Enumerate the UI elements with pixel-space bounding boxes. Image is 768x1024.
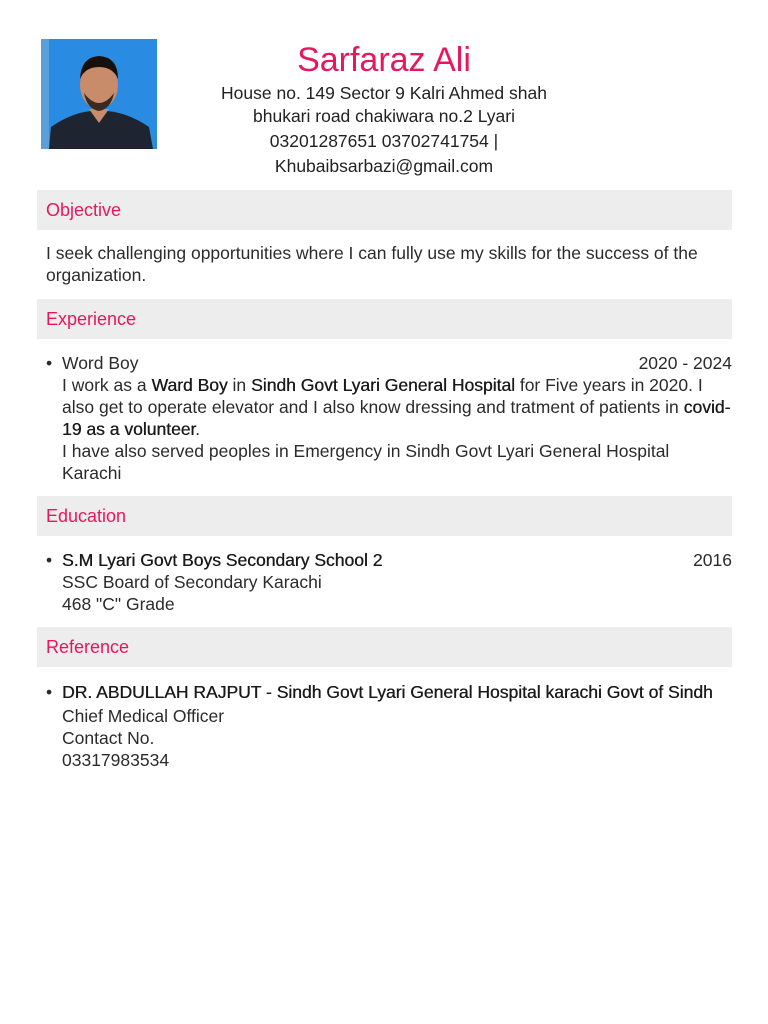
bullet: • bbox=[46, 353, 53, 373]
address-line-2: bhukari road chakiwara no.2 Lyari bbox=[253, 106, 515, 126]
bullet: • bbox=[46, 550, 53, 570]
education-board: SSC Board of Secondary Karachi bbox=[62, 572, 322, 592]
phone-numbers: 03201287651 03702741754 | bbox=[269, 131, 499, 151]
reference-position: Chief Medical Officer bbox=[62, 706, 225, 726]
experience-dates: 2020 - 2024 bbox=[638, 353, 732, 373]
objective-title: Objective bbox=[46, 200, 122, 220]
email-address: Khubaibsarbazi@gmail.com bbox=[274, 156, 494, 176]
candidate-name: Sarfaraz Ali bbox=[297, 41, 471, 79]
experience-item bbox=[46, 352, 732, 484]
reference-contact-label: Contact No. bbox=[62, 728, 155, 748]
bullet: • bbox=[46, 682, 53, 702]
experience-title: Experience bbox=[46, 309, 137, 329]
experience-description: I work as a Ward Boy in Sindh Govt Lyari General Hospital for Five years in 2020. I also get to operate elevator and I also know dressing and tratment of patients in covid-19 as a volunteer. bbox=[62, 375, 731, 439]
education-item bbox=[46, 549, 732, 615]
contact-block bbox=[170, 82, 598, 178]
education-title: Education bbox=[46, 506, 127, 526]
address-line-1: House no. 149 Sector 9 Kalri Ahmed shah bbox=[221, 83, 547, 103]
objective-section-header bbox=[37, 190, 732, 230]
experience-role: Word Boy bbox=[62, 353, 139, 373]
education-grade: 468 "C" Grade bbox=[62, 594, 175, 614]
resume-header bbox=[170, 38, 598, 178]
education-section-header bbox=[37, 496, 732, 536]
reference-contact-number: 03317983534 bbox=[62, 750, 170, 770]
experience-description-2: I have also served peoples in Emergency in Sindh Govt Lyari General Hospital Karachi bbox=[62, 441, 670, 483]
education-year: 2016 bbox=[693, 550, 732, 570]
profile-photo bbox=[41, 39, 157, 149]
reference-item bbox=[46, 681, 732, 771]
school-name: S.M Lyari Govt Boys Secondary School 2 bbox=[62, 550, 383, 570]
reference-title: Reference bbox=[46, 637, 130, 657]
reference-name: DR. ABDULLAH RAJPUT - Sindh Govt Lyari General Hospital karachi Govt of Sindh bbox=[62, 682, 713, 702]
reference-section-header bbox=[37, 627, 732, 667]
experience-section-header bbox=[37, 299, 732, 339]
objective-text: I seek challenging opportunities where I can fully use my skills for the success of the organization. bbox=[46, 243, 698, 285]
